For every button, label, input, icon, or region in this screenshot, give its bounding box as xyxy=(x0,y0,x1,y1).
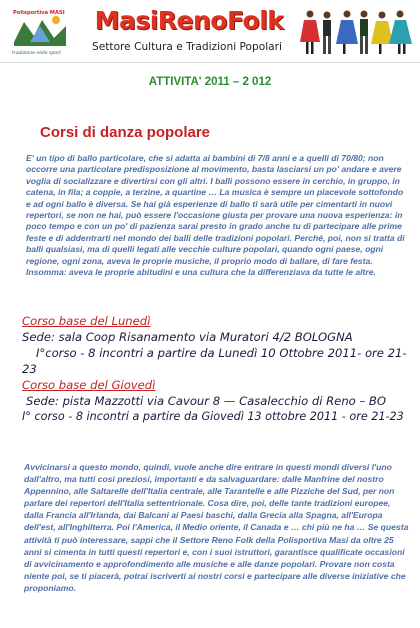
section-title: Corsi di danza popolare xyxy=(40,124,211,141)
thursday-course-schedule: I° corso - 8 incontri a partire da Giovedì 13 ottobre 2011 - ore 21-23 xyxy=(22,410,404,423)
folk-dancers-illustration xyxy=(300,6,416,60)
monday-course-location: Sede: sala Coop Risanamento via Muratori 4/2 BOLOGNA xyxy=(22,330,353,344)
brand-title: MasiRenoFolk xyxy=(94,6,284,35)
thursday-course-location: Sede: pista Mazzotti via Cavour 8 — Casalecchio di Reno – BO xyxy=(26,394,387,408)
brand-tagline: Settore Cultura e Tradizioni Popolari xyxy=(92,41,282,53)
logo-left-text: Polisportiva MASI xyxy=(13,10,65,16)
logo-left-subtext: tradizione nello sport xyxy=(12,51,61,56)
header-divider xyxy=(0,62,420,63)
polisportiva-masi-logo xyxy=(10,6,70,58)
monday-course-schedule: I°corso - 8 incontri a partire da Lunedì 10 Ottobre 2011- ore 21- xyxy=(36,346,407,360)
dancer-couple-3 xyxy=(371,11,412,55)
activity-year-label: ATTIVITA' 2011 – 2 012 xyxy=(148,76,272,88)
dancer-couple-1 xyxy=(300,11,331,55)
monday-course-schedule-cont: 23 xyxy=(22,362,37,376)
closing-paragraph: Avvicinarsi a questo mondo, quindi, vuole anche dire entrare in questi mondi diversi l'uno dall'altro, ma tutti così preziosi, importanti e da salvaguardare: dalle Manfrine del nostro Appennino, alle Saltarelle dell'Italia centrale, alle Tarantelle e alle Pizziche del Sud, per non parlare dei repertori dell'Italia settentrionale. Cosa dire, poi, delle tante tradizioni europee, dalla Francia all'Irlanda, dai Balcani ai Paesi baschi, dalla Grecia alla Spagna, all'Europa dell'est, all'Inghilterra. Poi l'America, il Medio oriente, il Canada e … chi più ne ha … Se questa attività ti può interessare, sappi che il Settore Reno Folk della Polisportiva Masi da oltre 25 anni si cimenta in tutti questi repertori e, con i suoi istruttori, garantisce qualificate occasioni di avvicinamento e approfondimento alle musiche e alle danze popolari. Provare non costa niente poi, se ti piacerà, potrai iscriverti ai nostri corsi e partecipare alle diverse iniziative che proponiamo. xyxy=(24,462,409,593)
thursday-course-title: Corso base del Giovedì xyxy=(22,378,156,392)
course-schedule xyxy=(22,313,416,425)
monday-course-title: Corso base del Lunedì xyxy=(22,314,151,328)
dancer-couple-2 xyxy=(336,11,368,55)
intro-paragraph: E' un tipo di ballo particolare, che si adatta ai bambini di 7/8 anni e a quelli di 70/80; non occorre una particolare predisposizione al movimento, basta lasciarsi un po' andare e avere voglia di socializzare e divertirsi con gli altri. I balli possono essere in cerchio, in gruppo, in catena, in fila; a coppie, a terzine, a quartine … La musica è sempre un piacevole sottofondo e ad ogni ballo è diversa. Se hai già esperienze di ballo ti sarà utile per cimentarti in nuovi repertori, se non ne hai, può essere l'occasione giusta per provare una nuova esperienza: in poco tempo e con un po' di pazienza sarai presto in grado anche tu di partecipare alle prime feste e di addentrarti nel mondo dei balli delle tradizioni popolari. Perché, poi, non si tratta di balli qualsiasi, ma di quelli legati alle vecchie culture popolari, quando ogni paese, ogni regione, ogni zona, aveva le proprie musiche, il proprio modo di ballare, di fare festa. Insomma: aveva le proprie abitudini e una cultura che la differenziava da tutte le altre. xyxy=(26,153,405,278)
